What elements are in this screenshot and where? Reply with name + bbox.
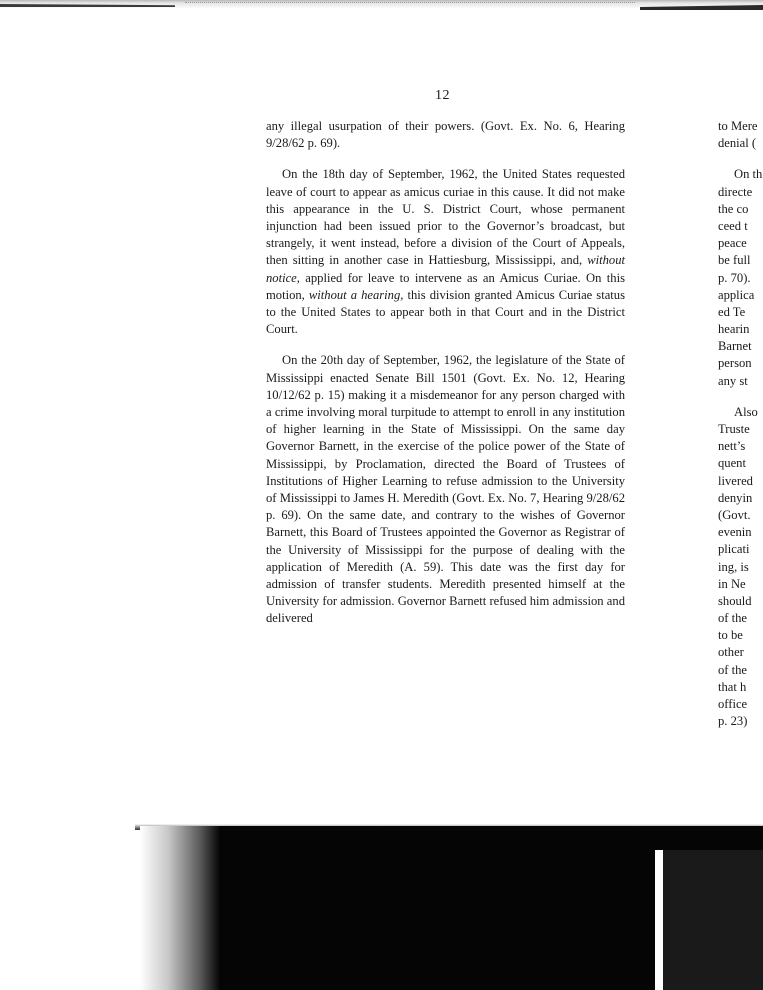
cropped-text-line: quent	[718, 456, 746, 471]
emphasis-text: without a hearing,	[308, 287, 404, 302]
paragraph-text: any illegal usurpation of their powers. (Govt. Ex. No. 6, Hearing 9/28/62 p. 69).	[266, 119, 625, 151]
cropped-text-line: (Govt.	[718, 507, 751, 522]
cropped-text-line: denial (	[718, 136, 757, 151]
scan-top-dots	[185, 2, 635, 5]
body-paragraph	[266, 352, 625, 627]
paragraph-text: applied for leave to intervene as an Amicus Curiae. On this motion,	[266, 270, 625, 302]
cropped-text-line: person	[718, 356, 752, 371]
adjacent-page-column-cropped	[718, 118, 763, 730]
paragraph-text: On the 18th day of September, 1962, the United States requested leave of court to appear as amicus curiae in this cause. It did not make this appearance in the U. S. District Court, whose permanent injunction had been issued prior to the Governor’s broadcast, but strangely, it went instead, before a division of the Court of Appeals, then sitting in another case in Hattiesburg, Mississippi, and,	[266, 167, 625, 268]
cropped-text-line: that h	[718, 679, 747, 694]
cropped-text-line: ed Te	[718, 304, 746, 319]
cropped-text-line: Barnet	[718, 339, 752, 354]
main-text-column	[266, 118, 625, 642]
cropped-text-line: directe	[718, 184, 753, 199]
body-paragraph	[266, 118, 625, 152]
cropped-text-line: to Mere	[718, 119, 758, 133]
scan-bottom-right-strip	[663, 850, 763, 990]
cropped-text-line: any st	[718, 373, 748, 388]
paragraph-text: On the 20th day of September, 1962, the legislature of the State of Mississippi enacted Senate Bill 1501 (Govt. Ex. No. 12, Hearing 10/12/62 p. 15) making it a misdemeanor for any person charged with a crime involving moral turpitude to attempt to enroll in any institution of higher learning in the State of Mississippi. On the same day Governor Barnett, in the exercise of the police power of the State of Mississippi, by Proclamation, directed the Board of Trustees of Institutions of Higher Learning to refuse admission to the University of Mississippi to James H. Meredith (Govt. Ex. No. 7, Hearing 9/28/62 p. 69). On the same date, and contrary to the wishes of Governor Barnett, this Board of Trustees appointed the Governor as Registrar of the University of Mississippi for the purpose of dealing with the application of Meredith (A. 59). This date was the first day for admission of transfer students. Meredith presented himself at the University for admission. Governor Barnett refused him admission and delivered	[266, 353, 625, 626]
cropped-text-line: hearin	[718, 322, 750, 337]
cropped-text-line: ing, is	[718, 559, 749, 574]
emphasis-text: without notice,	[266, 253, 625, 285]
cropped-text-line: p. 23)	[718, 714, 748, 729]
cropped-text-line: office	[718, 697, 748, 711]
cropped-text-line: be full	[718, 253, 751, 268]
paragraph-gap	[718, 390, 763, 404]
cropped-text-line: denyin	[718, 490, 753, 505]
page-number: 12	[435, 88, 450, 103]
scan-bottom-gap	[655, 850, 663, 990]
body-paragraph	[266, 166, 625, 338]
cropped-text-line: applica	[718, 287, 755, 302]
cropped-text-line: of the	[718, 611, 748, 626]
cropped-text-line: of the	[718, 662, 748, 677]
paragraph-text: this division granted Amicus Curiae status to the United States to appear both in that Court and in the District Court.	[266, 287, 625, 337]
cropped-text-line: On th	[734, 167, 763, 182]
cropped-text-line: livered	[718, 473, 753, 488]
cropped-text-line: the co	[718, 201, 749, 216]
cropped-text-line: nett’s	[718, 439, 746, 454]
cropped-text-line: Truste	[718, 422, 750, 436]
cropped-text-line: in Ne	[718, 576, 746, 591]
cropped-text-line: p. 70).	[718, 270, 751, 285]
cropped-text-line: evenin	[718, 525, 752, 540]
cropped-text-line: plicati	[718, 542, 750, 557]
cropped-text-line: to be	[718, 628, 743, 643]
paragraph-gap	[718, 152, 763, 166]
cropped-text-line: other	[718, 645, 744, 660]
scan-bottom-shadow-edge	[140, 826, 220, 990]
cropped-text-line: ceed t	[718, 218, 748, 233]
cropped-text-line: peace	[718, 236, 747, 251]
cropped-text-line: should	[718, 593, 752, 608]
cropped-text-line: Also	[734, 404, 758, 419]
